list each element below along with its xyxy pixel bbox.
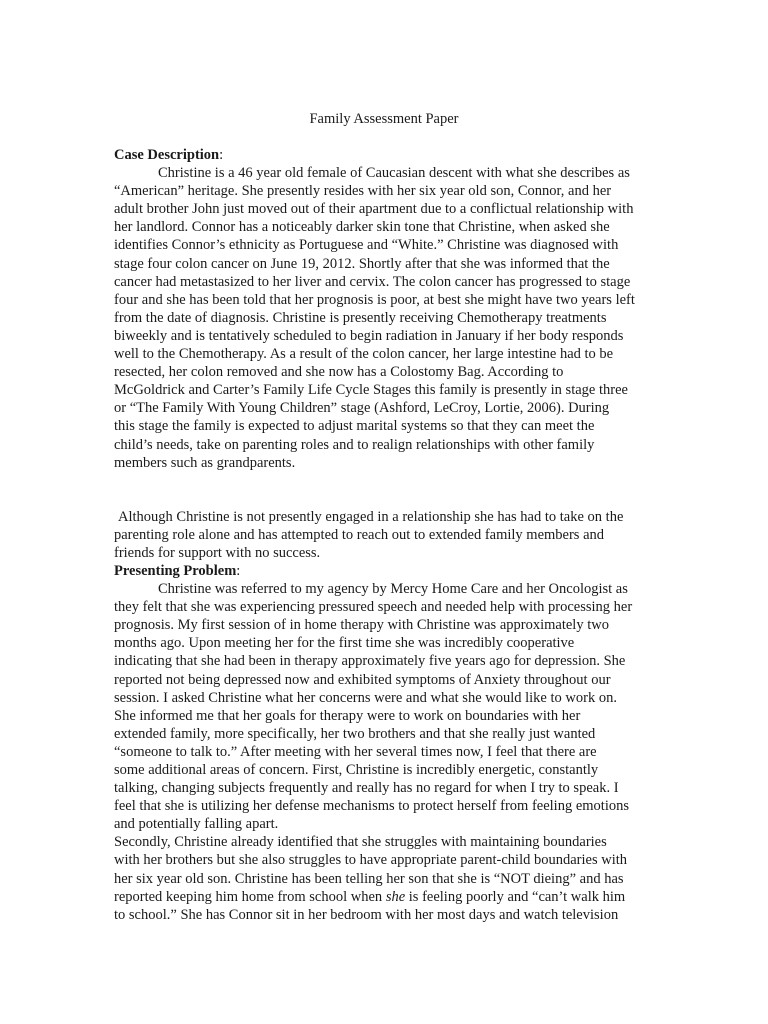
paragraph-line: her landlord. Connor has a noticeably darker skin tone that Christine, when asked she <box>114 219 610 236</box>
paragraph-line: child’s needs, take on parenting roles and to realign relationships with other family <box>114 436 595 453</box>
heading-colon: : <box>236 562 241 579</box>
paragraph-line: well to the Chemotherapy. As a result of the colon cancer, her large intestine had to be <box>114 346 614 363</box>
paragraph-line: “American” heritage. She presently resides with her six year old son, Connor, and her <box>114 183 612 200</box>
document-body <box>114 146 659 924</box>
paragraph-line: Christine was referred to my agency by Mercy Home Care and her Oncologist as <box>158 581 628 598</box>
section-heading: Presenting Problem <box>114 562 237 579</box>
paragraph-line: friends for support with no success. <box>114 544 321 561</box>
paragraph-line: reported not being depressed now and exhibited symptoms of Anxiety throughout our <box>114 671 611 688</box>
paragraph-line: McGoldrick and Carter’s Family Life Cycle Stages this family is presently in stage three <box>114 382 628 399</box>
paragraph-line: prognosis. My first session of in home therapy with Christine was approximately two <box>114 617 609 634</box>
paragraph-line: resected, her colon removed and she now has a Colostomy Bag. According to <box>114 364 564 381</box>
paragraph-line: months ago. Upon meeting her for the first time she was incredibly cooperative <box>114 635 575 652</box>
paragraph-line: this stage the family is expected to adjust marital systems so that they can meet the <box>114 418 595 435</box>
paragraph-line: indicating that she had been in therapy approximately five years ago for depression. She <box>114 653 626 670</box>
paragraph-line: her six year old son. Christine has been telling her son that she is “NOT dieing” and has <box>114 870 624 887</box>
paragraph-gap <box>114 472 659 508</box>
paragraph-line: extended family, more specifically, her two brothers and that she really just wanted <box>114 725 596 742</box>
presenting-problem-heading-line <box>114 562 659 580</box>
paragraph-line: members such as grandparents. <box>114 454 296 471</box>
paragraph-line: stage four colon cancer on June 19, 2012. Shortly after that she was informed that the <box>114 255 610 272</box>
paragraph-line: cancer had metastasized to her liver and cervix. The colon cancer has progressed to stage <box>114 273 631 290</box>
paragraph-line: some additional areas of concern. First, Christine is incredibly energetic, constantly <box>114 762 599 778</box>
paragraph-line: four and she has been told that her prognosis is poor, at best she might have two years left <box>114 291 635 308</box>
paragraph-line: biweekly and is tentatively scheduled to begin radiation in January if her body responds <box>114 327 624 344</box>
document-title: Family Assessment Paper <box>309 111 459 127</box>
paragraph-line: with her brothers but she also struggles to have appropriate parent-child boundaries with <box>114 852 628 869</box>
paragraph-line: “someone to talk to.” After meeting with her several times now, I feel that there are <box>114 743 597 760</box>
heading-colon: : <box>219 147 224 163</box>
paragraph-line-with-italic <box>114 888 659 906</box>
italic-text-run: she <box>385 888 406 905</box>
paragraph-line: session. I asked Christine what her concerns were and what she would like to work on. <box>114 689 617 706</box>
paragraph-line: She informed me that her goals for therapy were to work on boundaries with her <box>114 707 581 724</box>
paragraph-line: from the date of diagnosis. Christine is presently receiving Chemotherapy treatments <box>114 309 607 326</box>
case-description-heading-line <box>114 146 659 164</box>
text-run: is feeling poorly and “can’t walk him <box>405 888 626 905</box>
paragraph-line: or “The Family With Young Children” stage (Ashford, LeCroy, Lortie, 2006). During <box>114 400 610 417</box>
paragraph-line: talking, changing subjects frequently and really has no regard for when I try to speak. I <box>114 780 619 797</box>
paragraph-line: parenting role alone and has attempted to reach out to extended family members and <box>114 526 605 543</box>
text-run: reported keeping him home from school when <box>114 888 386 905</box>
paragraph-line: to school.” She has Connor sit in her bedroom with her most days and watch television <box>114 906 619 923</box>
paragraph-line: Secondly, Christine already identified that she struggles with maintaining boundaries <box>114 834 607 851</box>
paragraph-line: they felt that she was experiencing pressured speech and needed help with processing her <box>114 599 633 616</box>
paragraph-line: and potentially falling apart. <box>114 816 279 833</box>
paragraph-line: feel that she is utilizing her defense mechanisms to protect herself from feeling emotions <box>114 798 629 815</box>
paragraph-line: adult brother John just moved out of their apartment due to a conflictual relationship with <box>114 201 634 218</box>
paragraph-line: identifies Connor’s ethnicity as Portuguese and “White.” Christine was diagnosed with <box>114 237 619 254</box>
section-heading: Case Description <box>114 147 220 163</box>
paragraph-line: Christine is a 46 year old female of Caucasian descent with what she describes as <box>158 165 630 182</box>
paragraph-line: Although Christine is not presently engaged in a relationship she has had to take on the <box>118 508 624 525</box>
